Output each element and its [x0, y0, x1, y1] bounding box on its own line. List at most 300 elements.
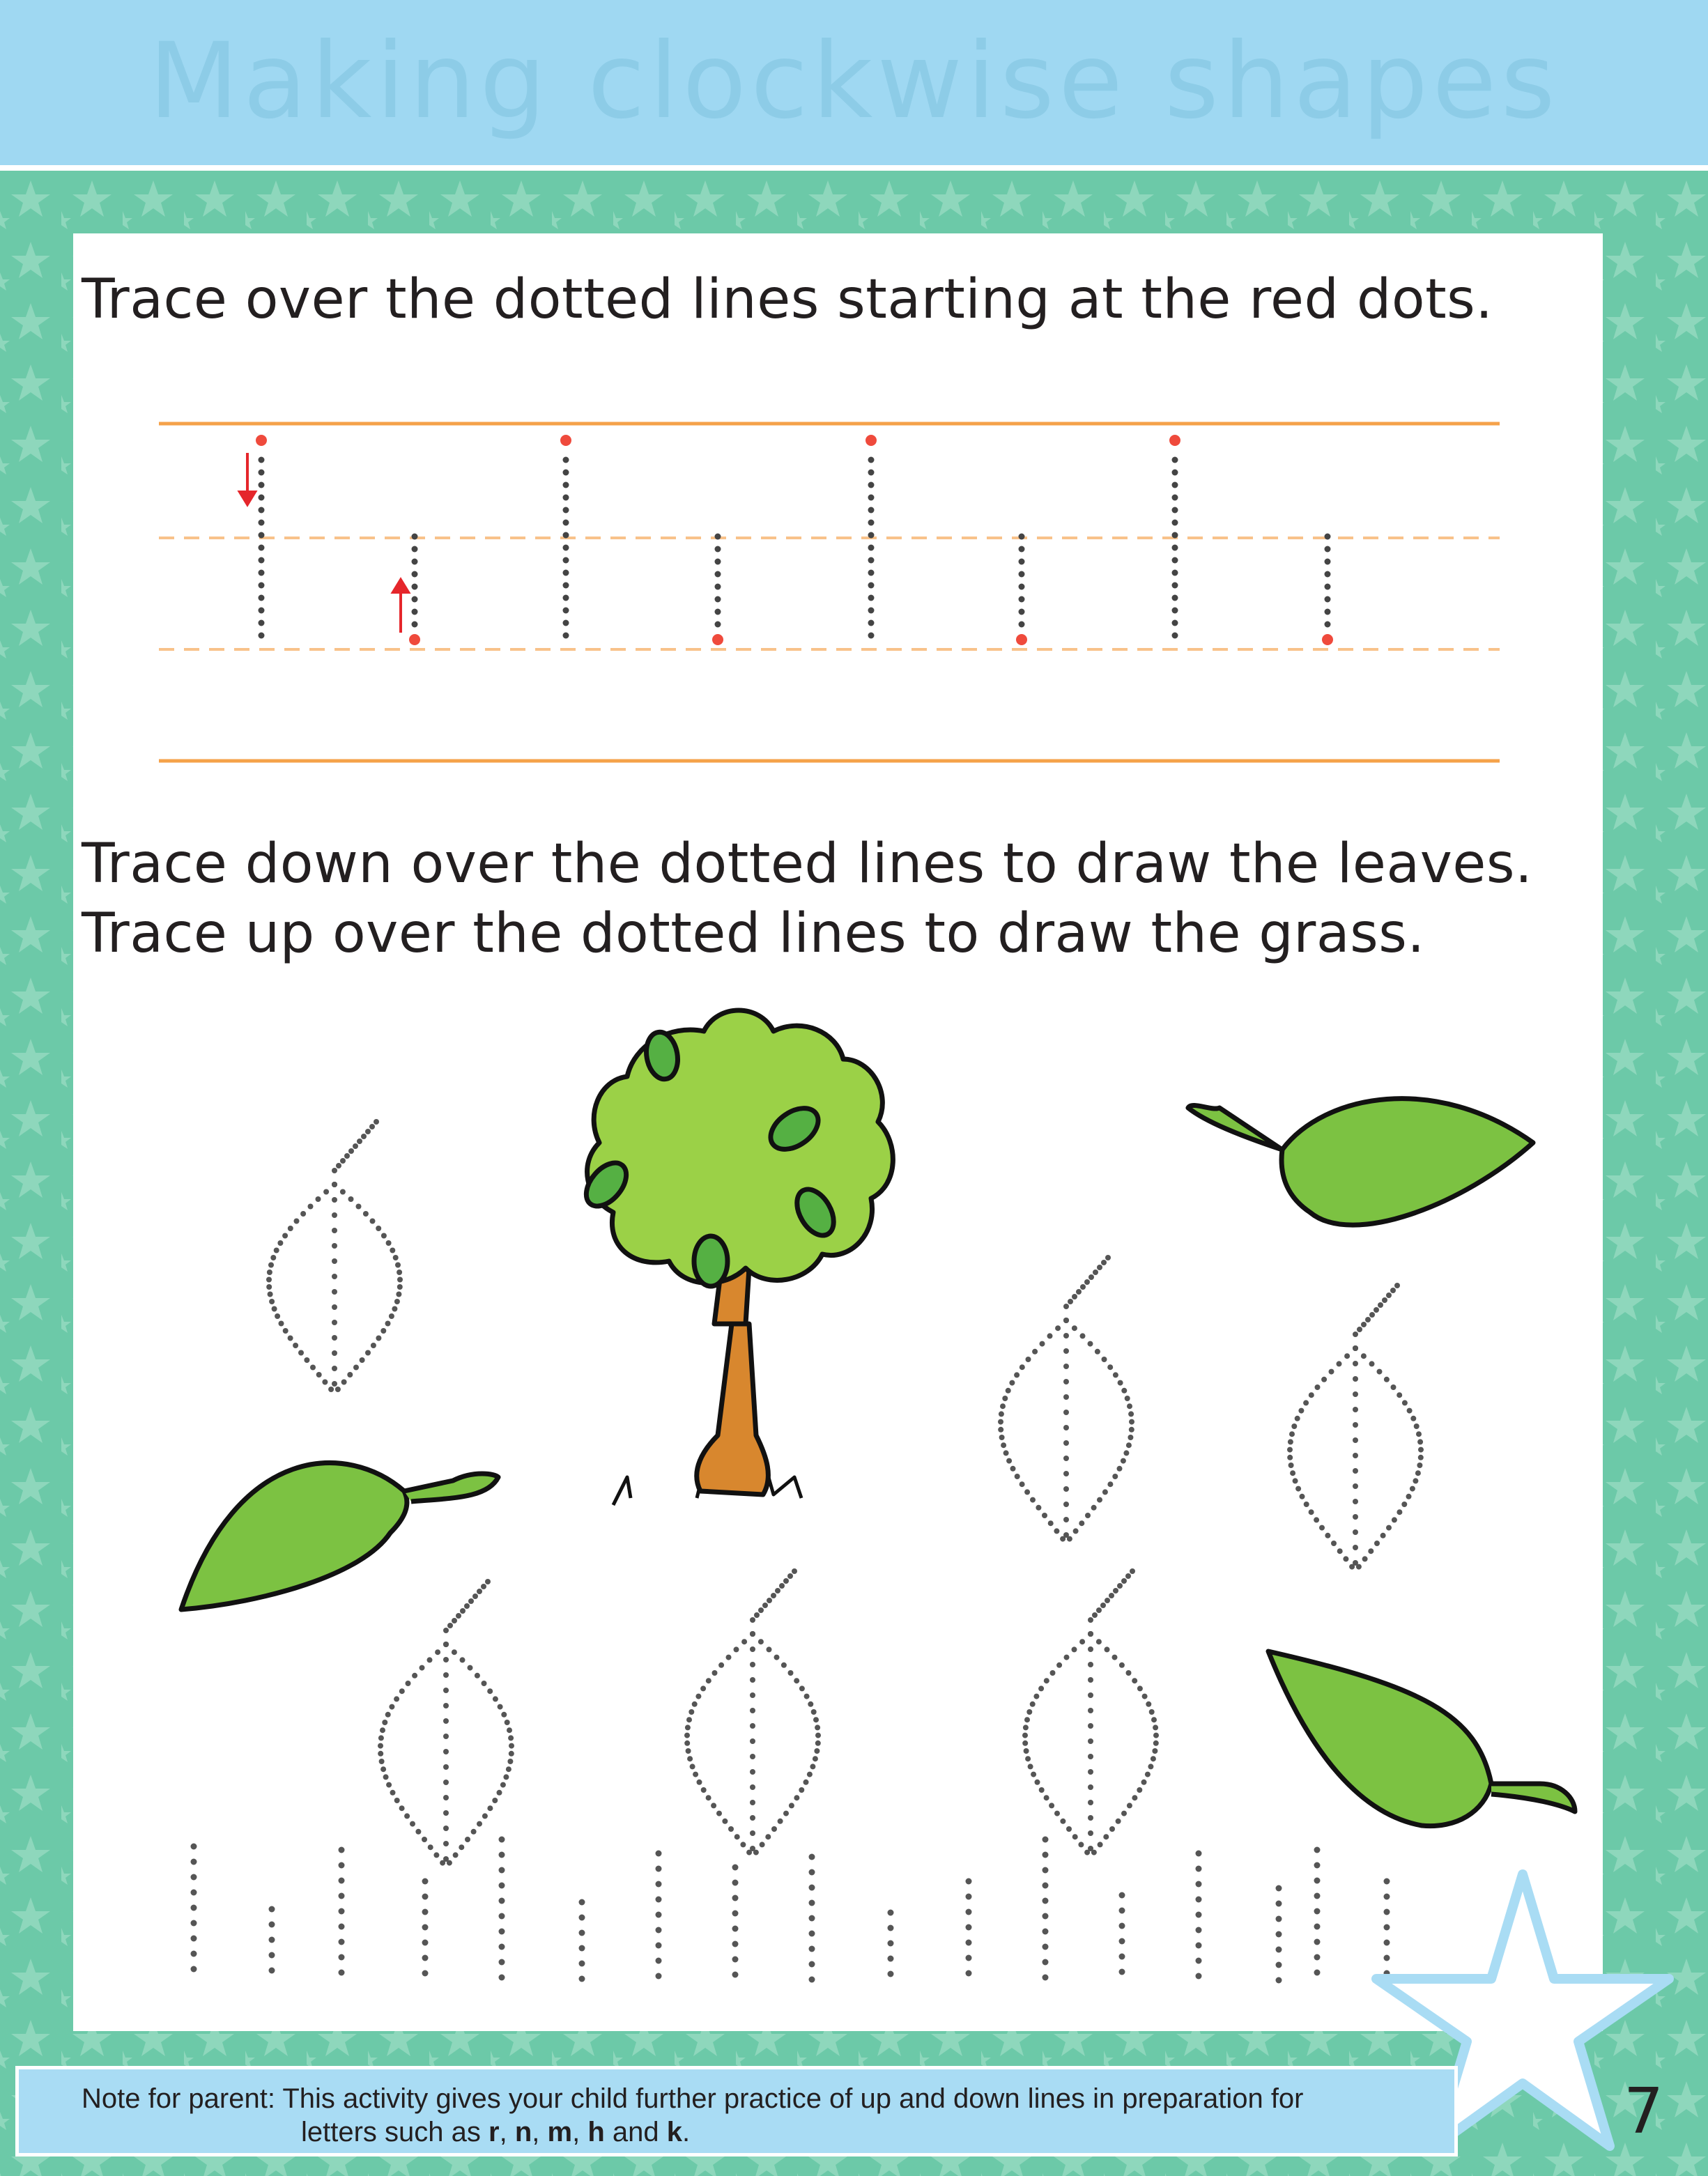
leaf-trace-dot [493, 1696, 498, 1702]
leaf-trace-dot [382, 1720, 387, 1725]
leaf-trace-dot [385, 1321, 391, 1327]
grass-trace-dot [499, 1852, 505, 1858]
leaf-trace-dot [1132, 1795, 1137, 1800]
leaf-trace-dot [1042, 1513, 1047, 1518]
leaf-trace-dot [1353, 1499, 1358, 1504]
leaf-trace-dot [360, 1357, 365, 1363]
leaf-trace-dot [1353, 1332, 1358, 1337]
leaf-trace-dot [1063, 1410, 1069, 1415]
leaf-trace-dot [1121, 1578, 1127, 1584]
leaf-trace-dot [1137, 1787, 1142, 1793]
grass-trace-dot [1276, 1885, 1282, 1892]
leaf-trace-dot [690, 1764, 695, 1769]
trace-dot [563, 532, 569, 539]
leaf-trace-dot [1092, 1612, 1098, 1618]
grass-trace-dot [1043, 1837, 1049, 1843]
leaf-trace-dot [1125, 1573, 1131, 1579]
grass-trace-dot [966, 1894, 972, 1900]
grass-trace-dot [499, 1959, 505, 1966]
trace-dot [259, 633, 265, 639]
grass-trace-dot [809, 1931, 815, 1937]
leaf-trace-dot [477, 1589, 482, 1594]
leaf-trace-dot [1088, 1815, 1093, 1821]
trace-dot [1172, 620, 1178, 626]
leaf-trace-dot [1413, 1478, 1418, 1483]
leaf-trace-dot [1126, 1670, 1132, 1676]
leaf-trace-dot [1109, 1826, 1115, 1832]
grass-trace-dot [1196, 1881, 1202, 1888]
grass-trace-dot [732, 1926, 739, 1932]
leaf-trace-dot [300, 1211, 306, 1217]
leaf-trace-dot [1116, 1819, 1121, 1824]
trace-dot [1019, 559, 1025, 565]
leaf-trace-dot [332, 1197, 337, 1203]
leaf-trace-dot [1353, 1483, 1358, 1489]
grass-trace-dot [339, 1878, 345, 1884]
leaf-trace-dot [1298, 1408, 1304, 1414]
leaf-trace-dot [344, 1153, 350, 1159]
grass-trace-dot [1384, 1909, 1390, 1915]
leaf-trace-dot [1127, 1403, 1132, 1409]
grass-trace-dot [1196, 1897, 1202, 1903]
leaf-trace-dot [1401, 1502, 1407, 1507]
leaf-trace-dot [443, 1703, 449, 1708]
grass-trace-dot [732, 1880, 739, 1886]
grass-trace-dot [1314, 1954, 1321, 1961]
leaf-trace-dot [1063, 1425, 1069, 1430]
trace-dot [868, 457, 875, 463]
leaf-trace-dot [685, 1724, 691, 1730]
leaf-trace-dot [1152, 1748, 1157, 1754]
grass-trace-dot [888, 1925, 894, 1931]
instruction-grass: Trace up over the dotted lines to draw the grass. [82, 902, 1425, 965]
trace-dot [563, 470, 569, 476]
grass-trace-dot [1314, 1939, 1321, 1945]
leaf-trace-dot [686, 1717, 692, 1722]
leaf-trace-dot [1384, 1377, 1390, 1382]
grass-trace-dot [579, 1899, 585, 1906]
trace-dot [412, 571, 418, 578]
trace-dot [715, 609, 721, 615]
leaf-trace-dot [304, 1357, 309, 1363]
grass-trace-dot [191, 1874, 197, 1881]
leaf-trace-dot [1337, 1548, 1343, 1554]
leaf-trace-dot [808, 1702, 813, 1707]
leaf-trace-dot [787, 1573, 793, 1579]
leaf-trace-dot [268, 1292, 273, 1297]
grass-trace-dot [1276, 1916, 1282, 1922]
leaf-trace-dot [810, 1764, 815, 1769]
grass-trace-dot [732, 1865, 739, 1871]
leaf-trace-dot [460, 1657, 466, 1662]
leaf-trace-dot [1063, 1440, 1069, 1446]
trace-dot [1325, 559, 1331, 565]
leaf-trace-dot [754, 1612, 760, 1618]
instruction-leaves: Trace down over the dotted lines to draw the leaves. [82, 833, 1533, 895]
start-dot [712, 634, 723, 645]
leaf-trace-dot [1361, 1322, 1367, 1327]
trace-dot [563, 545, 569, 551]
leaf-trace-dot [1088, 1723, 1093, 1729]
leaf-trace-dot [447, 1623, 453, 1628]
grass-trace-dot [339, 1954, 345, 1961]
trace-dot [1325, 622, 1331, 628]
leaf-trace-dot [750, 1754, 755, 1759]
leaf-trace-dot [397, 1284, 403, 1290]
trace-dot [1172, 570, 1178, 576]
start-dot [256, 435, 267, 446]
leaf-trace-dot [332, 1350, 337, 1356]
leaf-trace-dot [767, 1646, 772, 1652]
trace-dot [868, 620, 875, 626]
leaf-trace-dot [750, 1723, 755, 1729]
grass-trace-dot [888, 1956, 894, 1962]
grass-trace-dot [269, 1922, 275, 1928]
leaf-trace-dot [1035, 1780, 1040, 1785]
trace-dot [412, 584, 418, 590]
leaf-trace-dot [1353, 1545, 1358, 1550]
leaf-trace-dot [1003, 1450, 1009, 1456]
grass-trace-dot [732, 1957, 739, 1963]
leaf-trace-dot [1025, 1756, 1031, 1761]
grass-trace-dot [269, 1906, 275, 1913]
leaf-trace-dot [1145, 1772, 1151, 1777]
leaf-trace-dot [353, 1365, 359, 1371]
leaf-trace-dot [1055, 1325, 1061, 1331]
trace-dot [1325, 584, 1331, 590]
leaf-trace-dot [1102, 1489, 1108, 1495]
leaf-trace-dot [803, 1780, 809, 1785]
leaf-trace-dot [1374, 1541, 1380, 1546]
leaf-trace-dot [1397, 1509, 1402, 1515]
leaf-trace-dot [781, 1662, 787, 1668]
leaf-trace-dot [1321, 1377, 1327, 1382]
trace-dot [563, 557, 569, 564]
leaf-trace-dot [385, 1712, 391, 1718]
leaf-trace-dot [1088, 1631, 1093, 1637]
trace-dot [412, 559, 418, 565]
grass-trace-dot [732, 1941, 739, 1947]
grass-trace-dot [579, 1930, 585, 1936]
leaf-trace-dot [712, 1670, 718, 1676]
leaf-trace-dot [397, 1277, 403, 1283]
trace-dot [563, 520, 569, 526]
trace-dot [1325, 596, 1331, 603]
grass-trace-dot [966, 1970, 972, 1977]
grass-trace-dot [1314, 1908, 1321, 1915]
leaf-trace-dot [443, 1688, 449, 1693]
leaf-trace-dot [1329, 1369, 1334, 1375]
grass-trace-dot [809, 1946, 815, 1952]
grass-trace-dot [339, 1862, 345, 1869]
leaf-trace-dot [1119, 1662, 1125, 1668]
leaf-trace-dot [1386, 1293, 1392, 1298]
leaf-trace-dot [443, 1718, 449, 1724]
leaf-trace-dot [1151, 1717, 1157, 1722]
leaf-trace-dot [1020, 1481, 1025, 1487]
leaf-trace-dot [1146, 1702, 1151, 1707]
leaf-trace-dot [758, 1639, 764, 1644]
grass-trace-dot [1119, 1969, 1125, 1975]
leaf-trace-dot [1063, 1304, 1069, 1309]
grass-trace-dot [339, 1908, 345, 1915]
grass-trace-dot [579, 1961, 585, 1967]
trace-dot [412, 596, 418, 603]
leaf-trace-dot [1105, 1646, 1110, 1652]
leaf-trace-dot [428, 1844, 433, 1850]
leaf-trace-dot [275, 1313, 280, 1319]
leaf-trace-dot [1397, 1392, 1402, 1398]
leaf-trace-dot [272, 1306, 277, 1312]
grass-trace-dot [1314, 1924, 1321, 1930]
leaf-trace-dot [750, 1815, 755, 1821]
trace-dot [563, 595, 569, 601]
leaf-trace-dot [509, 1743, 514, 1749]
leaf-trace-dot [332, 1182, 337, 1187]
grass-trace-dot [422, 1894, 429, 1900]
grass-trace-dot [1314, 1893, 1321, 1899]
leaf-trace-dot [340, 1189, 346, 1195]
leaf-trace-dot [998, 1419, 1003, 1425]
grass-trace-dot [339, 1924, 345, 1930]
trace-dot [1019, 609, 1025, 615]
note-letter-r: r [488, 2117, 500, 2147]
leaf-trace-dot [1353, 1422, 1358, 1428]
leaf-trace-dot [1072, 1834, 1078, 1839]
leaf-trace-dot [1006, 1388, 1011, 1394]
grass-trace-dot [579, 1976, 585, 1982]
note-prefix: letters such as [301, 2117, 489, 2147]
leaf-trace-dot [433, 1852, 439, 1858]
leaf-trace-dot [1050, 1670, 1056, 1676]
leaf-trace-dot [1006, 1458, 1012, 1464]
leaf-trace-dot [443, 1734, 449, 1739]
note-letter-k: k [666, 2117, 682, 2147]
leaf-trace-dot [1113, 1588, 1118, 1594]
grass-trace-dot [809, 1885, 815, 1891]
leaf-trace-dot [1054, 1811, 1060, 1816]
leaf-trace-dot [507, 1759, 513, 1764]
leaf-trace-dot [397, 1270, 402, 1275]
trace-dot [1172, 520, 1178, 526]
leaf-trace-dot [1153, 1733, 1159, 1738]
leaf-trace-dot [728, 1826, 734, 1832]
grass-trace-dot [966, 1924, 972, 1931]
trace-dot [259, 482, 265, 488]
grass-trace-dot [1314, 1847, 1321, 1853]
grass-trace-dot [1276, 1931, 1282, 1938]
leaf-trace-dot [1123, 1450, 1129, 1456]
trace-dot [563, 633, 569, 639]
leaf-trace-dot [279, 1321, 284, 1327]
trace-dot [563, 507, 569, 514]
leaf-trace-dot [1028, 1764, 1033, 1769]
leaf-trace-dot [379, 1759, 385, 1764]
leaf-trace-dot [998, 1427, 1003, 1433]
leaf-trace-dot [734, 1646, 739, 1652]
grass-trace-dot [809, 1900, 815, 1906]
leaf-trace-dot [288, 1226, 293, 1231]
note-conjunction: and [604, 2117, 667, 2147]
grass-trace-dot [656, 1912, 662, 1918]
grass-trace-dot [1119, 1954, 1125, 1960]
leaf-trace-dot [1095, 1349, 1100, 1355]
grass-trace-dot [888, 1910, 894, 1916]
leaf-trace-dot [293, 1343, 298, 1348]
grass-trace-dot [656, 1958, 662, 1964]
leaf-trace-dot [357, 1139, 362, 1144]
leaf-trace-dot [443, 1826, 449, 1831]
leaf-trace-dot [316, 1196, 321, 1202]
leaf-trace-dot [332, 1228, 337, 1233]
trace-dot [259, 532, 265, 539]
leaf-trace-dot [1073, 1528, 1079, 1534]
leaf-trace-dot [1353, 1391, 1358, 1397]
leaf-trace-dot [1064, 1655, 1070, 1660]
leaf-trace-dot [332, 1320, 337, 1325]
leaf-trace-dot [1361, 1353, 1367, 1359]
leaf-trace-dot [1030, 1497, 1036, 1503]
leaf-trace-dot [1054, 1528, 1059, 1534]
leaf-trace-dot [266, 1277, 272, 1283]
leaf-trace-dot [1023, 1724, 1029, 1730]
leaf-trace-dot [1088, 1708, 1093, 1713]
grass-trace-dot [966, 1878, 972, 1885]
leaf-trace-dot [381, 1233, 387, 1239]
leaf-trace-dot [1137, 1685, 1143, 1691]
leaf-trace-dot [695, 1694, 701, 1699]
leaf-trace-dot [1126, 1442, 1132, 1448]
leaf-trace-dot [1080, 1284, 1086, 1290]
leaf-trace-dot [1044, 1795, 1049, 1800]
leaf-trace-dot [1088, 1830, 1093, 1836]
leaf-trace-dot [1097, 1265, 1102, 1270]
grass-trace-dot [499, 1867, 505, 1874]
leaf-trace-dot [1142, 1694, 1148, 1699]
leaf-trace-dot [508, 1735, 514, 1741]
leaf-trace-dot [1009, 1380, 1015, 1386]
grass-trace-dot [1043, 1959, 1049, 1966]
grass-trace-dot [1196, 1943, 1202, 1949]
leaf-trace-dot [1290, 1470, 1295, 1476]
leaf-trace-dot [1129, 1427, 1134, 1433]
leaf-trace-dot [1128, 1411, 1134, 1417]
leaf-trace-dot [789, 1803, 794, 1808]
trace-dot [563, 608, 569, 614]
leaf-trace-dot [365, 1129, 371, 1134]
leaf-trace-dot [468, 1598, 474, 1604]
grass-trace-dot [1384, 1878, 1390, 1885]
leaf-trace-dot [1410, 1486, 1415, 1492]
leaf-trace-dot [1033, 1694, 1039, 1699]
leaf-trace-dot [1380, 1533, 1386, 1538]
trace-dot [259, 457, 265, 463]
trace-dot [868, 545, 875, 551]
grass-trace-dot [656, 1881, 662, 1888]
grass-trace-dot [809, 1915, 815, 1922]
grass-trace-dot [809, 1977, 815, 1983]
leaf-trace-dot [1063, 1333, 1069, 1338]
leaf-trace-dot [505, 1720, 510, 1725]
trace-dot [868, 482, 875, 488]
leaf-trace-dot [1315, 1384, 1321, 1390]
leaf-trace-dot [376, 1336, 381, 1341]
leaf-trace-dot [1374, 1307, 1379, 1313]
trace-dot [868, 532, 875, 539]
grass-trace-dot [422, 1970, 429, 1977]
leaf-trace-dot [1353, 1514, 1358, 1520]
grass-trace-dot [1196, 1958, 1202, 1964]
grass-trace-dot [809, 1854, 815, 1860]
leaf-trace-dot [1343, 1556, 1348, 1561]
grass-trace-dot [1314, 1878, 1321, 1884]
leaf-icon [181, 1463, 498, 1610]
trace-dot [715, 584, 721, 590]
leaf-trace-dot [1337, 1361, 1342, 1366]
trace-dot [1172, 507, 1178, 514]
leaf-trace-dot [492, 1798, 498, 1803]
leaf-trace-dot [1079, 1520, 1084, 1526]
leaf-trace-dot [750, 1708, 755, 1713]
trace-dot [868, 582, 875, 589]
grass-trace-dot [656, 1973, 662, 1980]
grass-trace-dot [966, 1955, 972, 1961]
leaf-trace-dot [1407, 1408, 1413, 1414]
note-separator: , [572, 2117, 588, 2147]
leaf-trace-dot [706, 1678, 711, 1683]
leaf-trace-dot [788, 1670, 794, 1676]
leaf-trace-dot [1289, 1431, 1295, 1437]
leaf-trace-dot [1353, 1437, 1358, 1443]
leaf-trace-dot [394, 1696, 399, 1702]
leaf-trace-dot [1353, 1529, 1358, 1535]
grass-trace-dot [499, 1975, 505, 1981]
grass-trace-dot [656, 1851, 662, 1857]
leaf-trace-dot [332, 1289, 337, 1295]
grass-trace-dot [732, 1972, 739, 1978]
leaf-trace-dot [1024, 1489, 1030, 1495]
trace-dot [715, 596, 721, 603]
leaf-trace-dot [266, 1284, 272, 1290]
leaf-trace-dot [1105, 1598, 1110, 1603]
leaf-trace-dot [1416, 1431, 1422, 1437]
leaf-trace-dot [1129, 1419, 1134, 1425]
leaf-trace-dot [422, 1837, 427, 1842]
leaf-trace-dot [1063, 1394, 1069, 1400]
leaf-trace-dot [427, 1657, 433, 1662]
leaf-trace-dot [750, 1830, 755, 1836]
leaf-trace-dot [415, 1829, 421, 1835]
grass-trace-dot [191, 1936, 197, 1942]
leaf-trace-dot [378, 1735, 384, 1741]
note-line-1: Note for parent: This activity gives your child further practice of up and down lines in preparation for [82, 2083, 1304, 2114]
leaf-trace-dot [1024, 1748, 1029, 1754]
trace-dot [1019, 584, 1025, 590]
leaf-trace-dot [1125, 1396, 1130, 1401]
leaf-trace-dot [1295, 1486, 1301, 1492]
down-arrow-icon [240, 453, 255, 504]
grass-trace-dot [1196, 1912, 1202, 1918]
leaf-trace-dot [1300, 1494, 1305, 1499]
leaf-trace-dot [332, 1258, 337, 1264]
trace-dot [1325, 571, 1331, 578]
grass-trace-dot [656, 1897, 662, 1903]
leaf-trace-dot [1368, 1548, 1374, 1554]
leaf-trace-dot [1127, 1803, 1132, 1808]
leaf-trace-dot [1378, 1302, 1383, 1308]
leaf-trace-dot [332, 1212, 337, 1218]
leaf-trace-dot [1295, 1416, 1300, 1421]
